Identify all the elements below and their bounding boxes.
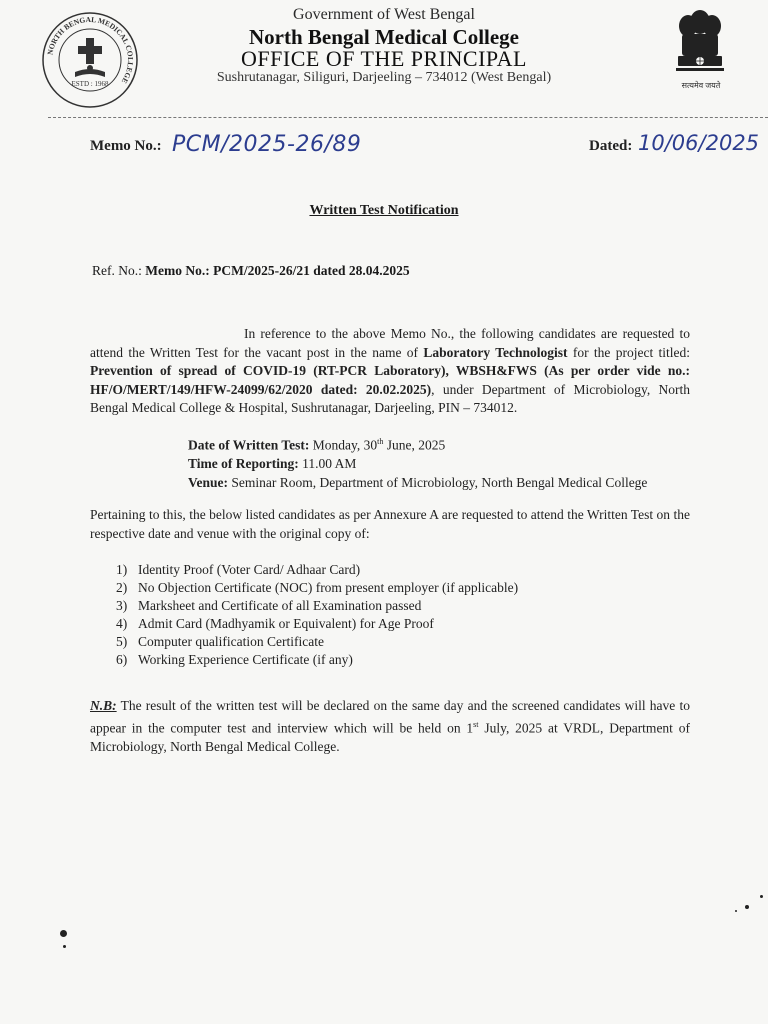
note-label: N.B:	[90, 698, 117, 713]
test-date-sup: th	[377, 437, 384, 446]
list-item: 4) Admit Card (Madhyamik or Equivalent) for Age Proof	[116, 616, 434, 631]
notification-title: Written Test Notification	[309, 203, 459, 218]
office-address: Sushrutanagar, Siliguri, Darjeeling – 734012 (West Bengal)	[216, 70, 552, 85]
list-item: 5) Computer qualification Certificate	[116, 634, 324, 649]
test-date-row	[188, 433, 647, 455]
list-item: 1) Identity Proof (Voter Card/ Adhaar Card)	[116, 562, 361, 577]
dated-label: Dated:	[589, 138, 633, 154]
test-date-value-post: June, 2025	[386, 437, 446, 453]
logo-ring-text: NORTH BENGAL MEDICAL COLLEGE	[45, 14, 136, 86]
venue-value: Seminar Room, Department of Microbiology, North Bengal Medical College	[231, 474, 648, 490]
venue-row	[188, 474, 647, 493]
list-item: 3) Marksheet and Certificate of all Examination passed	[116, 598, 422, 613]
post-name: Laboratory Technologist	[423, 344, 568, 360]
test-details	[188, 433, 647, 492]
list-item: 2) No Objection Certificate (NOC) from present employer (if applicable)	[116, 580, 519, 595]
national-emblem-icon	[668, 8, 732, 80]
venue-label: Venue:	[188, 474, 229, 490]
intro-paragraph	[90, 325, 690, 418]
scan-speck	[60, 930, 67, 937]
reporting-time-label: Time of Reporting:	[188, 456, 299, 471]
reference-memo: Memo No.: PCM/2025-26/21 dated 28.04.2025	[145, 263, 410, 278]
intro-text-3: , under Department of Microbiology, North Bengal Medical College & Hospital, Sushrutanagar, Darjeeling, PIN – 734012.	[90, 381, 690, 415]
college-name: North Bengal Medical College	[248, 25, 520, 49]
project-name: Prevention of spread of COVID-19 (RT-PCR Laboratory), WBSH&FWS (As per order vide no.: HF/O/MERT/149/HFW-24099/62/2020 dated: 20.02.2025)	[90, 363, 690, 397]
emblem-motto: सत्यमेव जयते	[681, 81, 721, 90]
scan-speck	[745, 905, 749, 909]
intro-text-2: for the project titled:	[572, 344, 691, 360]
note-paragraph	[90, 697, 690, 756]
logo-established: ESTD : 1968	[71, 80, 109, 88]
scan-speck	[63, 945, 66, 948]
memo-label: Memo No.:	[90, 138, 162, 154]
scan-speck	[735, 910, 737, 912]
test-date-value-pre: Monday, 30	[312, 437, 378, 453]
reference-prefix: Ref. No.:	[92, 263, 142, 278]
header-divider	[48, 117, 768, 118]
note-text-1: The result of the written test will be declared on the same day and the screened candidates will have to appear in the computer test and interview which will be held on 1	[90, 698, 690, 735]
scan-speck	[760, 895, 763, 898]
documents-intro-paragraph: Pertaining to this, the below listed candidates as per Annexure A are requested to attend the Written Test on the respective date and venue with the original copy of:	[90, 507, 690, 541]
memo-date-handwritten: 10/06/2025	[638, 131, 760, 155]
government-name: Government of West Bengal	[293, 6, 475, 23]
list-item: 6) Working Experience Certificate (if any)	[116, 652, 353, 667]
test-date-label: Date of Written Test:	[188, 437, 310, 453]
note-sup: st	[473, 719, 479, 729]
office-name: OFFICE OF THE PRINCIPAL	[241, 46, 527, 71]
required-documents-list	[116, 561, 518, 669]
reporting-time-row	[188, 455, 647, 474]
memo-number-handwritten: PCM/2025-26/89	[172, 132, 362, 157]
reference-line	[92, 263, 410, 279]
intro-text-1: In reference to the above Memo No., the following candidates are requested to attend the Written Test for the vacant post in the name of	[90, 326, 690, 360]
reporting-time-value: 11.00 AM	[302, 456, 357, 471]
note-text-2: July, 2025 at VRDL, Department of Microbiology, North Bengal Medical College.	[90, 720, 690, 754]
